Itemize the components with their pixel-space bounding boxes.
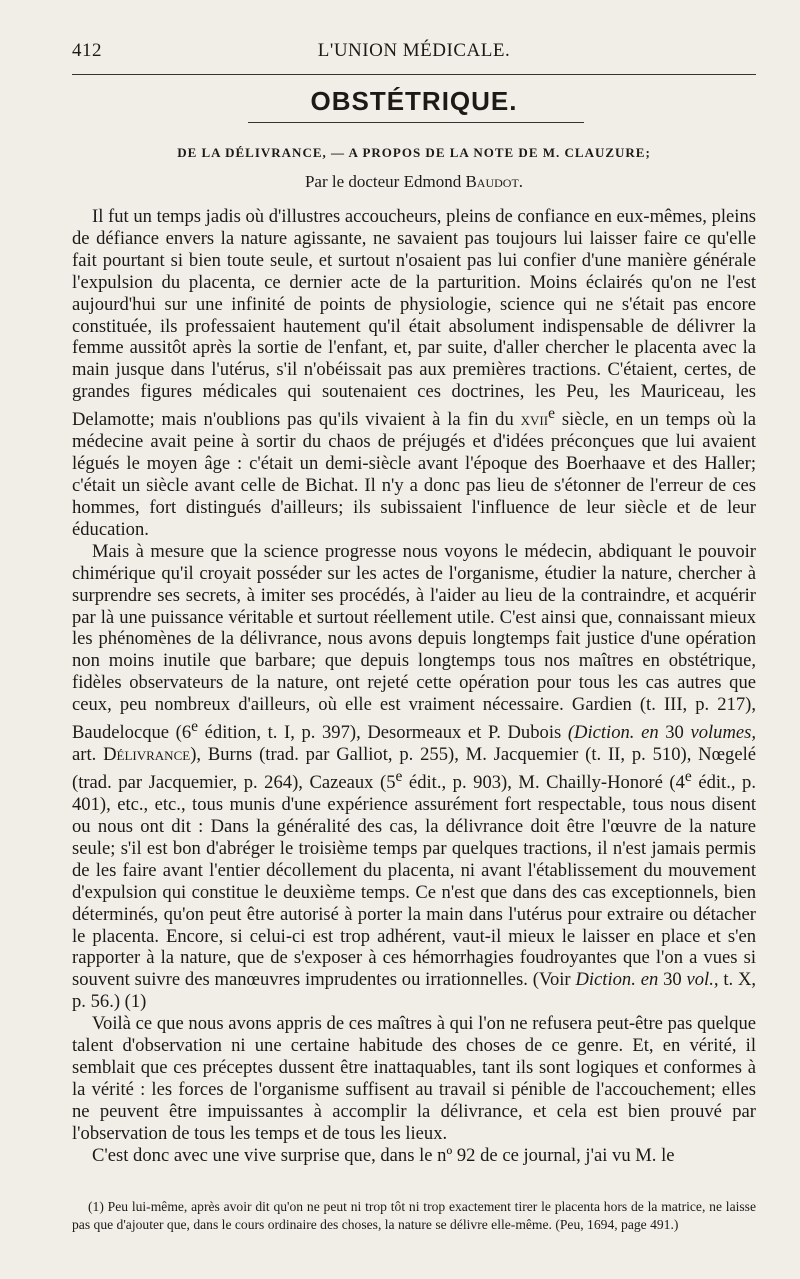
footnote-text: (1) Peu lui-même, après avoir dit qu'on ne peut ni trop tôt ni trop exactement tirer le placenta hors de la matrice, ne laisse pas que d'ajouter que, dans le cours ordinaire des choses, la nature se délivre elle-même. (Peu, 1694, page 491.)	[72, 1199, 756, 1232]
paragraph-2-italic-3: Diction. en	[575, 969, 659, 991]
running-head	[72, 40, 756, 66]
paragraph-2-text-i: t. X, p. 56.) (1)	[72, 969, 757, 1013]
paragraph-1-text-b: siècle, en un temps où la médecine avait peine à sortir du chaos de préjugés et d'idées préconçues que lui avaient légués le moyen âge : c'était un demi-siècle avant l'époque des Boerhaave et des Haller; c'était un siècle avant celle de Bichat. Il n'y a donc pas lieu de s'étonner de l'erreur de ces hommes, fort distingués d'ailleurs; ils subissaient l'influence de leur siècle et de leur éducation.	[72, 409, 756, 540]
edition-superscript-3: e	[684, 768, 692, 786]
paragraph-2-italic-2: volumes,	[690, 722, 757, 744]
edition-superscript-2: e	[395, 768, 403, 786]
article-title: DE LA DÉLIVRANCE, — A PROPOS DE LA NOTE DE M. CLAUZURE;	[177, 145, 651, 160]
paragraph-2-text-a: Mais à mesure que la science progresse nous voyons le médecin, abdiquant le pouvoir chimérique qu'il croyait posséder sur les actes de l'organisme, étudier la nature, chercher à surprendre ses secrets, à imiter ses procédés, à l'aider au lieu de la contraindre, et acquérir par là une puissance véritable et surtout réellement utile. C'est ainsi que, connaissant mieux les phénomènes de la délivrance, nous avons depuis longtemps fait justice d'une opération non moins inutile que barbare; que depuis longtemps tous nos maîtres en obstétrique, fidèles observateurs de la nature, ont rejeté cette opération pour tous les cas autres que ceux, peu nombreux d'ailleurs, où elle est vraiment nécessaire. Gardien (t. III, p. 217), Baudelocque (6	[72, 540, 756, 744]
byline	[72, 172, 756, 192]
title-rule	[248, 122, 584, 123]
paragraph-1	[72, 206, 756, 541]
paragraph-2	[72, 541, 756, 1013]
article-body	[72, 206, 756, 1167]
edition-superscript: e	[191, 718, 199, 736]
paragraph-2-text-h: 30	[658, 969, 687, 991]
page-number: 412	[72, 40, 102, 61]
section-title: OBSTÉTRIQUE.	[310, 86, 518, 116]
paragraph-2-text-c: 30	[658, 722, 691, 744]
paragraph-2-text-e: ), Burns (trad. par Galliot, p. 255), M. Jacquemier (t. II, p. 510), Nœgelé (trad. par Jacquemier, p. 264), Cazeaux (5	[72, 744, 756, 794]
byline-suffix: .	[518, 172, 524, 191]
article-term: Délivrance	[103, 744, 191, 766]
header-rule	[72, 74, 756, 75]
author-name: Baudot	[465, 172, 519, 191]
paragraph-2-text-f: édit., p. 903), M. Chailly-Honoré (4	[402, 772, 685, 794]
paragraph-3: Voilà ce que nous avons appris de ces maîtres à qui l'on ne refusera peut-être pas quelque talent d'observation ni une certaine habitude des choses de ce genre. Et, en vérité, il semblait que ces préceptes dussent être inattaquables, tant ils sont logiques et conformes à la vérité : les forces de l'organisme suffisent au travail si pénible de l'accouchement; elles ne peuvent être impuissantes à accomplir la délivrance, et cela est bien prouvé par l'observation de tous les temps et de tous les lieux.	[72, 1013, 756, 1144]
century-superscript: e	[548, 405, 555, 423]
paragraph-2-text-b: édition, t. I, p. 397), Desormeaux et P. Dubois	[198, 722, 568, 744]
paragraph-4: C'est donc avec une vive surprise que, dans le nº 92 de ce journal, j'ai vu M. le	[92, 1144, 675, 1166]
paragraph-2-italic: (Diction. en	[567, 722, 659, 744]
paragraph-2-text-g: édit., p. 401), etc., etc., tous munis d'une expérience assurément fort respectable, tous nous disent ou nous ont dit : Dans la généralité des cas, la délivrance doit être l'œuvre de la nature seule; s'il est bon d'abréger le troisième temps par quelques tractions, il n'est jamais permis de les faire avant l'entier décollement du placenta, ni avant l'établissement du mouvement d'expulsion qui constitue le deuxième temps. Ce n'est que dans des cas exceptionnels, bien déterminés, qu'on peut être autorisé à porter la main dans l'utérus pour extraire ou détacher le placenta. Encore, si celui-ci est trop adhérent, vaut-il mieux le laisser en place et s'en rapporter à la nature, que de s'exposer à ces hémorrhagies foudroyantes que l'on a vues si souvent suivre des manœuvres imprudentes ou irrationnelles. (Voir	[72, 772, 756, 991]
journal-title: L'UNION MÉDICALE.	[317, 40, 511, 61]
paragraph-2-italic-4: vol.,	[686, 969, 719, 991]
byline-prefix: Par le docteur Edmond	[304, 172, 466, 191]
century-numeral: xvii	[520, 409, 549, 431]
paragraph-2-text-d: art.	[72, 744, 104, 766]
footnote	[72, 1198, 756, 1233]
paragraph-1-text-a: Il fut un temps jadis où d'illustres accoucheurs, pleins de confiance en eux-mêmes, pleins de défiance envers la nature agissante, ne savaient pas toujours lui laisser faire ce qu'elle fait pourtant si bien toute seule, et surtout n'osaient pas lui confier d'une manière générale l'expulsion du placenta, ce dernier acte de la parturition. Moins éclairés qu'on ne l'est aujourd'hui sur une infinité de points de physiologie, science qui ne s'était pas encore constituée, ils professaient hautement qu'il était absolument indispensable de délivrer la femme aussitôt après la sortie de l'enfant, et, par suite, d'aller chercher le placenta avec la main jusque dans l'utérus, s'il n'obéissait pas aux premières tractions. C'étaient, certes, de grandes figures médicales qui soutenaient ces doctrines, les Peu, les Mauriceau, les Delamotte; mais n'oublions pas qu'ils vivaient à la fin du	[72, 206, 756, 431]
